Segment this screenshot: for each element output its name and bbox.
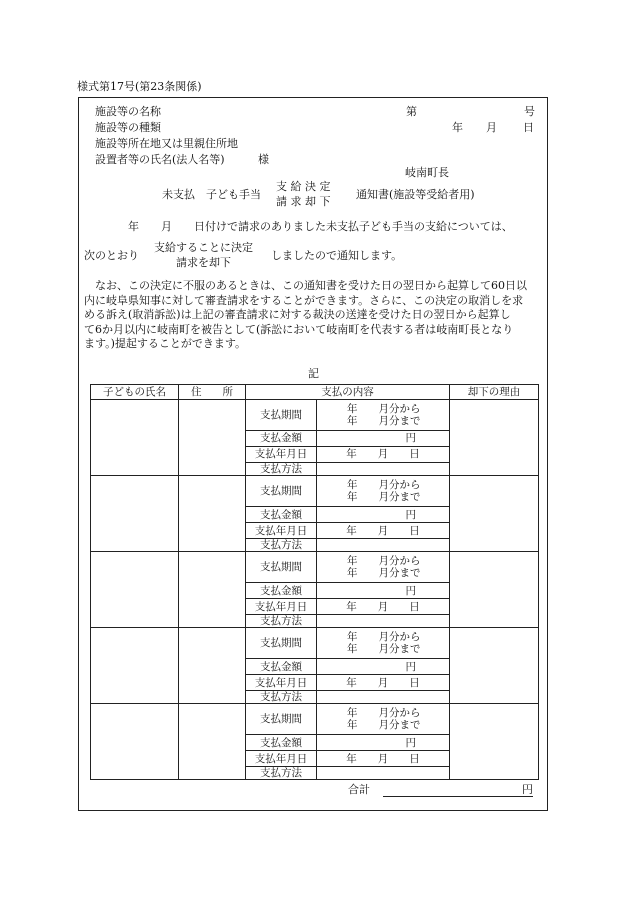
notice-title-suffix: 通知書(施設等受給者用) (356, 188, 475, 201)
form-number: 様式第17号(第23条関係) (77, 80, 202, 93)
table-row (91, 704, 539, 735)
payment-date-value[interactable]: 年 月 日 (317, 523, 450, 539)
amount-label: 支払金額 (246, 735, 317, 751)
decision-prefix: 次のとおり (84, 249, 139, 262)
total-label: 合計 (348, 783, 370, 796)
payment-date-value[interactable]: 年 月 日 (317, 447, 450, 463)
payment-date-value[interactable]: 年 月 日 (317, 599, 450, 615)
payment-method-value[interactable] (317, 615, 450, 628)
decision-option-bottom: 請求を却下 (176, 256, 231, 269)
payment-method-label: 支払方法 (246, 691, 317, 704)
amount-value[interactable] (317, 431, 450, 447)
child-name-cell[interactable] (91, 552, 179, 628)
amount-unit: 円 (405, 432, 416, 445)
period-value[interactable] (317, 704, 450, 735)
payment-method-label: 支払方法 (246, 767, 317, 780)
amount-value[interactable] (317, 659, 450, 675)
period-to: 年 月分まで (347, 643, 421, 656)
appeal-line: ます。)提起することができます。 (84, 337, 247, 351)
period-from: 年 月分から (347, 479, 421, 491)
appeal-line: める訴え(取消訴訟)は上記の審査請求に対する裁決の送達を受けた日の翌日から起算し (84, 308, 511, 322)
decision-option-top: 支給することに決定 (154, 241, 253, 254)
amount-value[interactable] (317, 735, 450, 751)
decision-suffix: しましたので通知します。 (271, 249, 403, 262)
doc-number-dai: 第 (406, 105, 417, 118)
address-cell[interactable] (179, 400, 246, 476)
child-name-cell[interactable] (91, 704, 179, 780)
rejection-reason-cell[interactable] (450, 704, 539, 780)
address-cell[interactable] (179, 628, 246, 704)
notice-title-prefix: 未支払 子ども手当 (162, 188, 261, 201)
appeal-line: 内に岐阜県知事に対して審査請求をすることができます。さらに、この決定の取消しを求 (84, 293, 524, 307)
payment-method-label: 支払方法 (246, 615, 317, 628)
intro-line: 年 月 日付けで請求のありました未支払子ども手当の支給については、 (128, 220, 513, 233)
payment-date-value[interactable]: 年 月 日 (317, 675, 450, 691)
payment-method-label: 支払方法 (246, 463, 317, 476)
table-row (91, 552, 539, 583)
establisher-honorific: 様 (258, 153, 269, 166)
period-label: 支払期間 (246, 704, 317, 735)
address-cell[interactable] (179, 704, 246, 780)
facility-type-label: 施設等の種類 (95, 121, 161, 134)
amount-value[interactable] (317, 507, 450, 523)
rejection-reason-cell[interactable] (450, 628, 539, 704)
period-from: 年 月分から (347, 631, 421, 644)
period-label: 支払期間 (246, 476, 317, 507)
rejection-reason-cell[interactable] (450, 476, 539, 552)
payment-method-label: 支払方法 (246, 539, 317, 552)
payment-table (90, 384, 539, 780)
child-name-cell[interactable] (91, 400, 179, 476)
facility-address-label: 施設等所在地又は里親住所地 (95, 137, 238, 150)
amount-label: 支払金額 (246, 583, 317, 599)
payment-method-value[interactable] (317, 539, 450, 552)
amount-label: 支払金額 (246, 507, 317, 523)
table-header-row (91, 385, 539, 400)
payment-date-label: 支払年月日 (246, 675, 317, 691)
facility-name-label: 施設等の名称 (95, 105, 161, 118)
table-row (91, 628, 539, 659)
period-to: 年 月分まで (347, 415, 421, 427)
header-address: 住 所 (179, 385, 246, 400)
payment-method-value[interactable] (317, 691, 450, 704)
table-row (91, 400, 539, 431)
period-from: 年 月分から (347, 555, 421, 568)
payment-date-label: 支払年月日 (246, 447, 317, 463)
rejection-reason-cell[interactable] (450, 552, 539, 628)
address-cell[interactable] (179, 552, 246, 628)
period-to: 年 月分まで (347, 719, 421, 732)
period-value[interactable] (317, 476, 450, 507)
child-name-cell[interactable] (91, 476, 179, 552)
amount-unit: 円 (405, 584, 416, 597)
table-row (91, 476, 539, 507)
period-to: 年 月分まで (347, 491, 421, 504)
period-label: 支払期間 (246, 628, 317, 659)
amount-label: 支払金額 (246, 659, 317, 675)
doc-date-day: 日 (523, 121, 534, 134)
payment-date-label: 支払年月日 (246, 523, 317, 539)
appeal-paragraph (84, 279, 544, 352)
doc-number-gou: 号 (524, 105, 535, 118)
period-to: 年 月分まで (347, 567, 421, 580)
doc-date-month: 月 (486, 121, 497, 134)
period-value[interactable] (317, 628, 450, 659)
period-from: 年 月分から (347, 402, 421, 415)
issuer: 岐南町長 (405, 166, 449, 179)
period-from: 年 月分から (347, 707, 421, 720)
payment-date-label: 支払年月日 (246, 599, 317, 615)
notice-title-choice-bottom: 請 求 却 下 (276, 195, 331, 208)
amount-unit: 円 (405, 508, 416, 521)
appeal-line: なお、この決定に不服のあるときは、この通知書を受けた日の翌日から起算して60日以 (95, 279, 527, 292)
header-payment-contents: 支払の内容 (246, 385, 450, 400)
payment-method-value[interactable] (317, 463, 450, 476)
appeal-line: て6か月以内に岐南町を被告として(訴訟において岐南町を代表する者は岐南町長となり (84, 322, 514, 336)
ki-label: 記 (308, 367, 319, 380)
child-name-cell[interactable] (91, 628, 179, 704)
notice-title-choice-top: 支 給 決 定 (276, 180, 331, 193)
period-label: 支払期間 (246, 400, 317, 431)
amount-label: 支払金額 (246, 431, 317, 447)
header-child-name: 子どもの氏名 (91, 385, 179, 400)
period-label: 支払期間 (246, 552, 317, 583)
period-value[interactable] (317, 552, 450, 583)
header-rejection-reason: 却下の理由 (450, 385, 539, 400)
payment-method-value[interactable] (317, 767, 450, 780)
total-line[interactable] (383, 796, 533, 797)
payment-date-label: 支払年月日 (246, 751, 317, 767)
amount-unit: 円 (405, 736, 416, 749)
rejection-reason-cell[interactable] (450, 400, 539, 476)
period-value[interactable] (317, 400, 450, 431)
amount-value[interactable] (317, 583, 450, 599)
establisher-label: 設置者等の氏名(法人名等) (95, 153, 225, 166)
amount-unit: 円 (405, 660, 416, 673)
address-cell[interactable] (179, 476, 246, 552)
total-unit: 円 (522, 783, 533, 796)
doc-date-year: 年 (452, 121, 463, 134)
payment-date-value[interactable]: 年 月 日 (317, 751, 450, 767)
